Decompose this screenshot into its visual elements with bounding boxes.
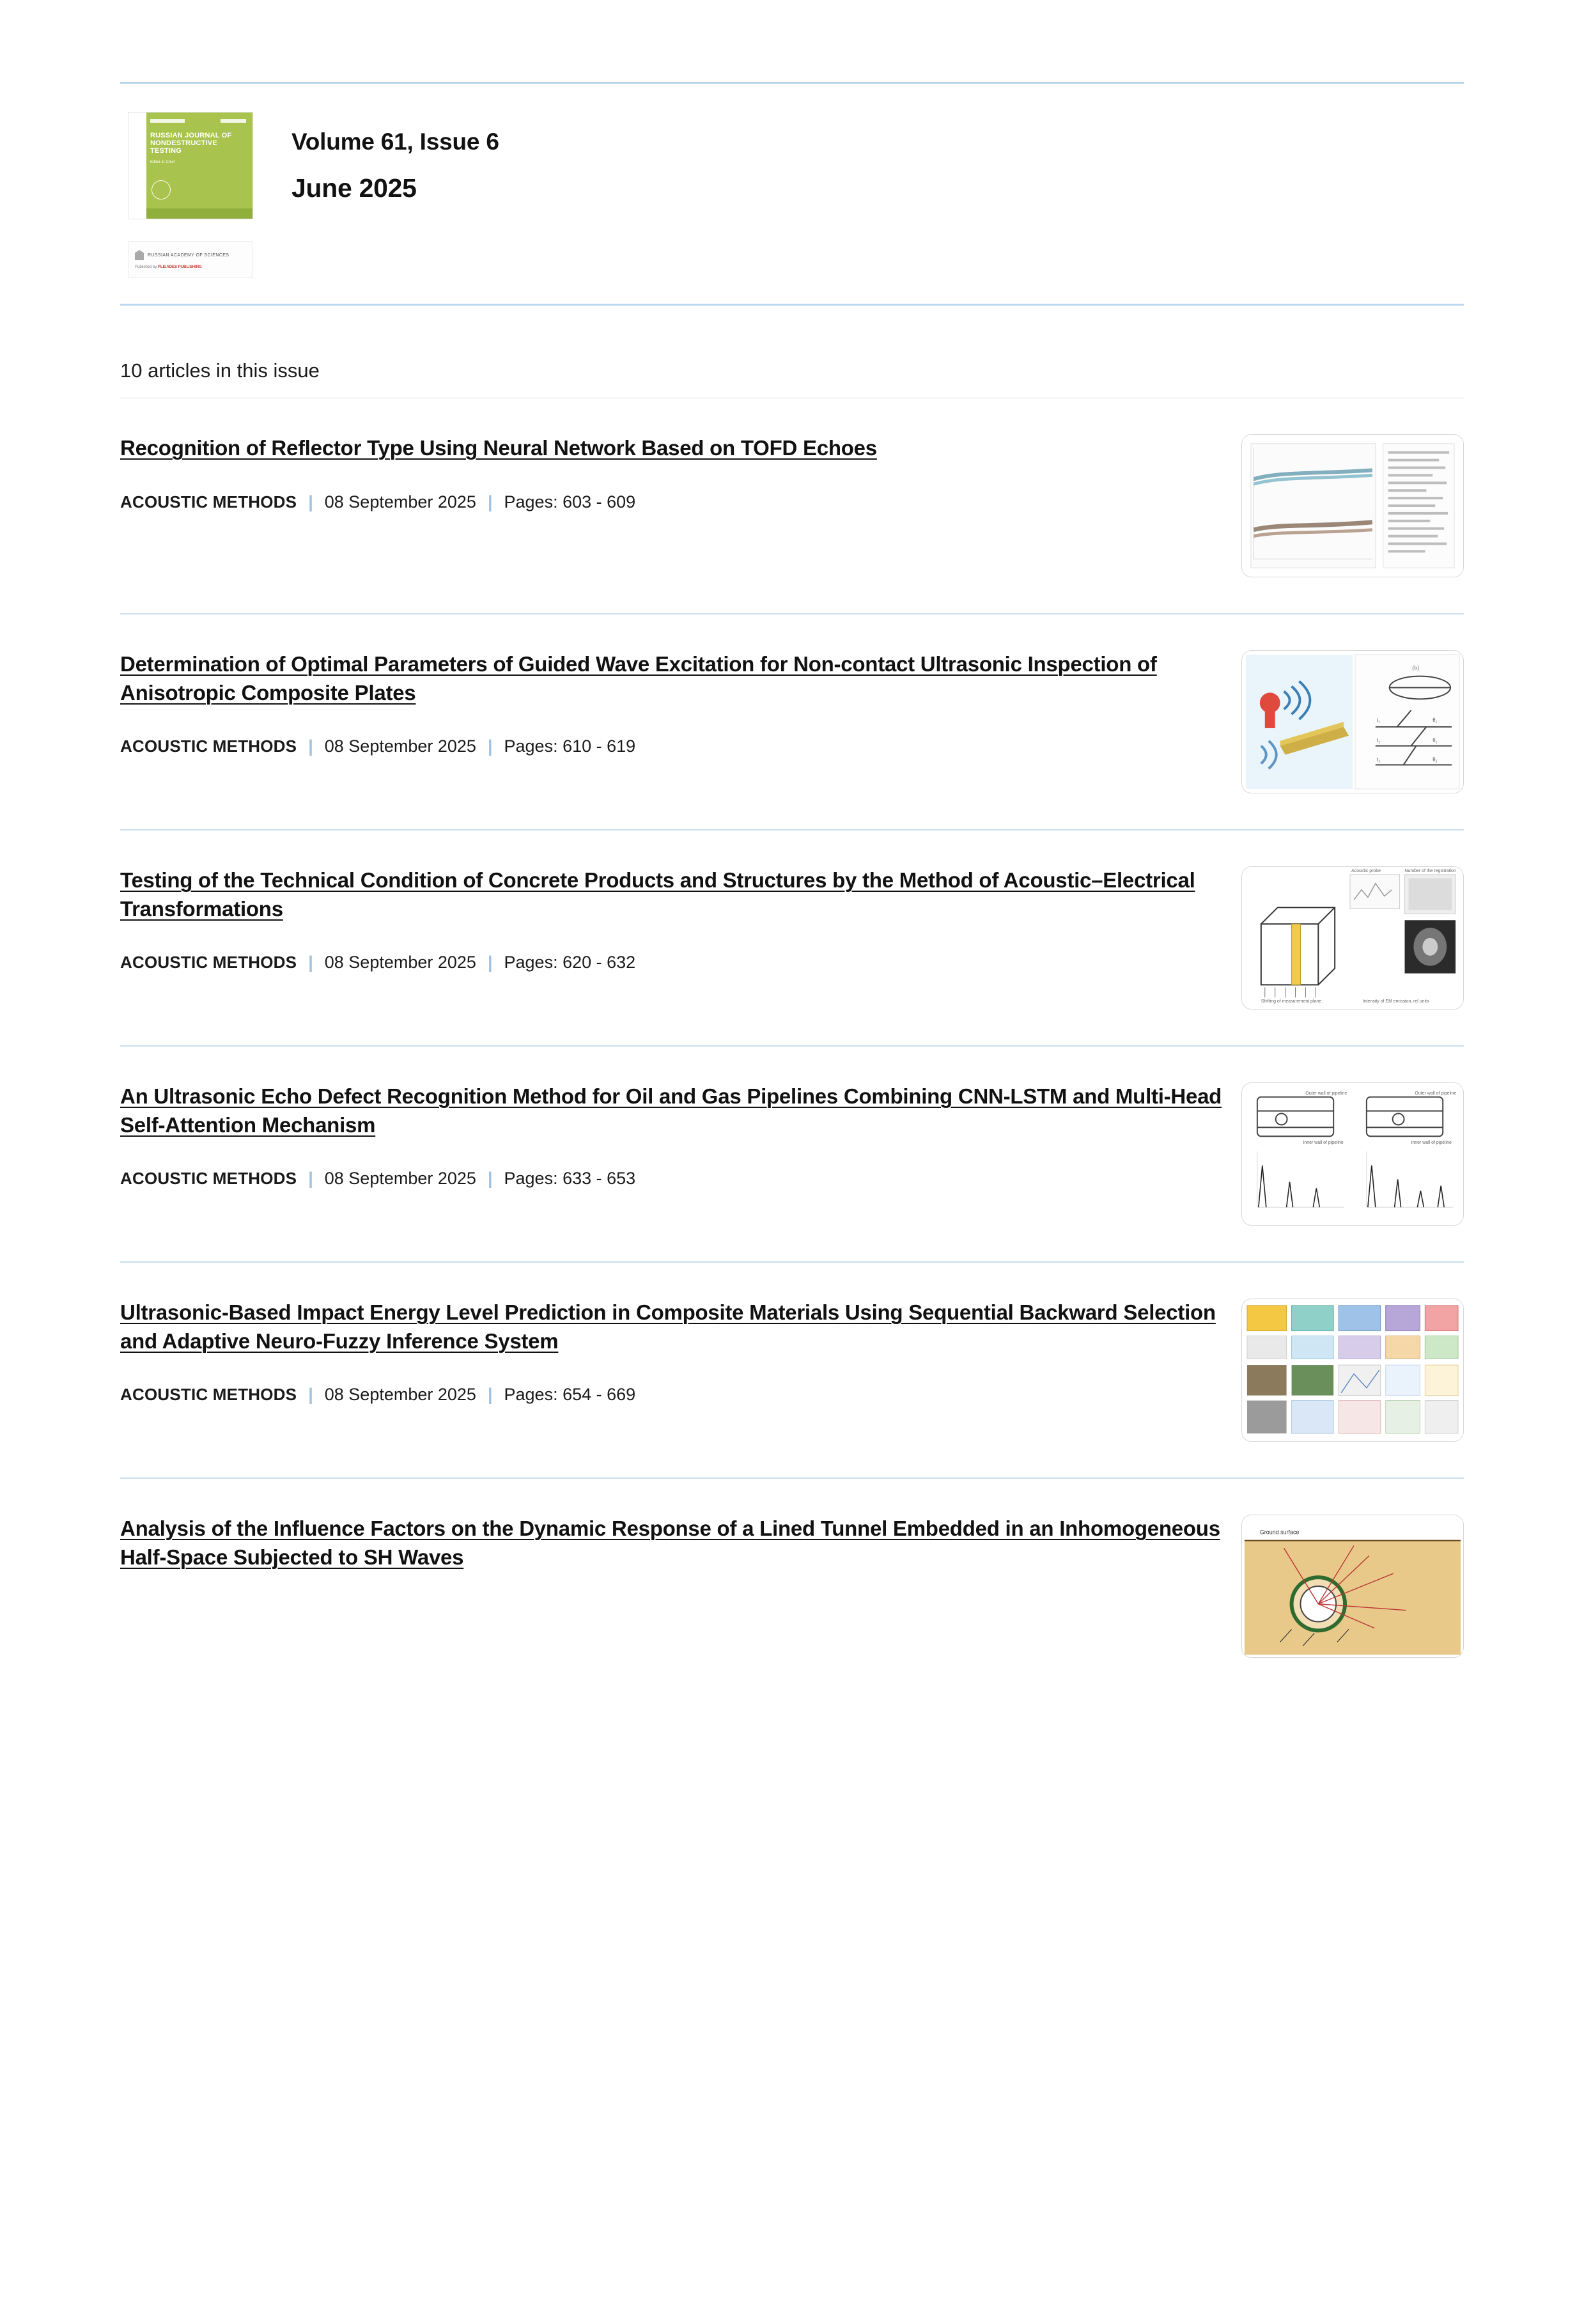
article-title [120, 866, 1227, 923]
cover-top-rules [150, 119, 246, 123]
publisher-line-row [135, 250, 246, 260]
article-thumbnail[interactable] [1241, 1082, 1464, 1226]
article-section: ACOUSTIC METHODS [120, 1385, 297, 1405]
article-item [120, 1263, 1464, 1479]
svg-text:t₃: t₃ [1376, 756, 1381, 763]
article-pages: Pages: 633 - 653 [504, 1169, 636, 1189]
journal-cover-image[interactable] [128, 112, 253, 219]
article-meta [120, 953, 1227, 972]
article-pages: Pages: 610 - 619 [504, 737, 636, 756]
svg-text:Outer wall of pipeline: Outer wall of pipeline [1305, 1091, 1347, 1096]
meta-separator: | [308, 492, 313, 511]
concrete-cube-diagram-icon [1242, 867, 1463, 1009]
issue-date: June 2025 [291, 173, 417, 203]
svg-text:θ₃: θ₃ [1433, 756, 1438, 763]
article-meta [120, 737, 1227, 756]
article-title-link[interactable]: Ultrasonic-Based Impact Energy Level Prediction in Composite Materials Using Sequential Backward Selection and Adaptive Neuro-Fuzzy Inference System [120, 1300, 1216, 1353]
article-section: ACOUSTIC METHODS [120, 737, 297, 756]
article-meta [120, 492, 1227, 512]
article-pages: Pages: 603 - 609 [504, 492, 636, 511]
issue-masthead [120, 82, 1464, 306]
svg-text:Inner wall of pipeline: Inner wall of pipeline [1303, 1141, 1344, 1146]
svg-text:t₂: t₂ [1376, 737, 1381, 744]
svg-text:Shifting of measurement plane: Shifting of measurement plane [1261, 999, 1322, 1004]
issue-meta [291, 112, 499, 203]
article-meta [120, 1385, 1227, 1405]
meta-separator: | [487, 1385, 493, 1405]
article-section: ACOUSTIC METHODS [120, 1169, 297, 1189]
issue-page [0, 82, 1584, 2324]
publisher-brand-row [135, 265, 246, 269]
academy-crest-icon [135, 250, 144, 260]
article-date: 08 September 2025 [324, 1385, 476, 1405]
publisher-brand: PLEIADES PUBLISHING [158, 265, 202, 269]
svg-text:(b): (b) [1412, 664, 1419, 671]
article-meta [120, 1169, 1227, 1189]
cover-subtext: Editor-in-Chief [150, 160, 175, 164]
svg-text:θ₂: θ₂ [1433, 737, 1438, 744]
svg-text:Outer wall of pipeline: Outer wall of pipeline [1415, 1091, 1457, 1096]
svg-text:θ₁: θ₁ [1433, 717, 1438, 723]
article-content [120, 434, 1227, 512]
article-thumbnail[interactable] [1241, 650, 1464, 793]
meta-separator: | [308, 737, 313, 756]
article-thumbnail[interactable] [1241, 866, 1464, 1010]
publisher-line: RUSSIAN ACADEMY OF SCIENCES [148, 253, 229, 258]
meta-separator: | [487, 1169, 493, 1189]
svg-text:Ground surface: Ground surface [1259, 1529, 1300, 1536]
article-title [120, 434, 1227, 463]
meta-separator: | [487, 492, 493, 511]
guided-wave-diagram-icon [1242, 651, 1463, 793]
cover-emblem-icon [151, 180, 171, 199]
svg-text:Intensity of EM emission, rel: Intensity of EM emission, rel units [1362, 999, 1429, 1004]
article-item [120, 1047, 1464, 1263]
meta-separator: | [308, 1169, 313, 1189]
article-title [120, 1298, 1227, 1355]
article-title [120, 1515, 1227, 1571]
article-item [120, 831, 1464, 1047]
article-date: 08 September 2025 [324, 737, 476, 756]
cover-spine [128, 113, 146, 219]
svg-text:Number of the registration: Number of the registration [1404, 868, 1456, 873]
article-content [120, 1515, 1227, 1571]
tunnel-halfspace-diagram-icon [1242, 1515, 1463, 1657]
article-content [120, 866, 1227, 972]
article-title-link[interactable]: Testing of the Technical Condition of Concrete Products and Structures by the Method of Acoustic–Electrical Transformations [120, 868, 1195, 921]
svg-text:t₁: t₁ [1376, 717, 1381, 723]
article-item [120, 614, 1464, 831]
issue-volume: Volume 61, Issue 6 [291, 129, 499, 155]
article-title-link[interactable]: Recognition of Reflector Type Using Neural Network Based on TOFD Echoes [120, 436, 877, 460]
meta-separator: | [308, 953, 313, 972]
article-section: ACOUSTIC METHODS [120, 953, 297, 972]
cover-green-field [146, 113, 252, 219]
article-count: 10 articles in this issue [120, 359, 1464, 398]
svg-text:Acoustic probe: Acoustic probe [1351, 868, 1381, 873]
svg-text:Inner wall of pipeline: Inner wall of pipeline [1411, 1141, 1452, 1146]
article-title [120, 650, 1227, 707]
article-pages: Pages: 654 - 669 [504, 1385, 636, 1405]
article-content [120, 1082, 1227, 1189]
cover-journal-title: RUSSIAN JOURNAL OF NONDESTRUCTIVE TESTING [150, 132, 232, 155]
article-title-link[interactable]: An Ultrasonic Echo Defect Recognition Method for Oil and Gas Pipelines Combining CNN-LSTM and Multi-Head Self-Attention Mechanism [120, 1084, 1222, 1137]
article-pages: Pages: 620 - 632 [504, 953, 636, 972]
article-thumbnail[interactable] [1241, 434, 1464, 577]
article-thumbnail[interactable] [1241, 1298, 1464, 1442]
cover-bottom-band [146, 208, 252, 219]
meta-separator: | [487, 953, 493, 972]
article-content [120, 650, 1227, 756]
meta-separator: | [308, 1385, 313, 1405]
article-date: 08 September 2025 [324, 1169, 476, 1189]
cover-column [128, 112, 270, 278]
tofd-echo-plot-icon [1242, 435, 1463, 577]
article-title-link[interactable]: Determination of Optimal Parameters of Guided Wave Excitation for Non-contact Ultrasonic Inspection of Anisotropic Composite Plates [120, 652, 1157, 705]
article-section: ACOUSTIC METHODS [120, 492, 297, 511]
meta-separator: | [487, 737, 493, 756]
article-item [120, 1479, 1464, 1694]
pipeline-echo-diagram-icon [1242, 1083, 1463, 1225]
article-title [120, 1082, 1227, 1139]
article-content [120, 1298, 1227, 1405]
article-date: 08 September 2025 [324, 953, 476, 972]
anfis-flowchart-icon [1242, 1299, 1463, 1441]
article-date: 08 September 2025 [324, 492, 476, 511]
article-thumbnail[interactable] [1241, 1515, 1464, 1658]
article-title-link[interactable]: Analysis of the Influence Factors on the Dynamic Response of a Lined Tunnel Embedded in an Inhomogeneous Half-Space Subjected to SH Waves [120, 1517, 1220, 1569]
article-item [120, 398, 1464, 614]
publisher-strip [128, 241, 253, 278]
publisher-sub: Published by [135, 265, 157, 269]
